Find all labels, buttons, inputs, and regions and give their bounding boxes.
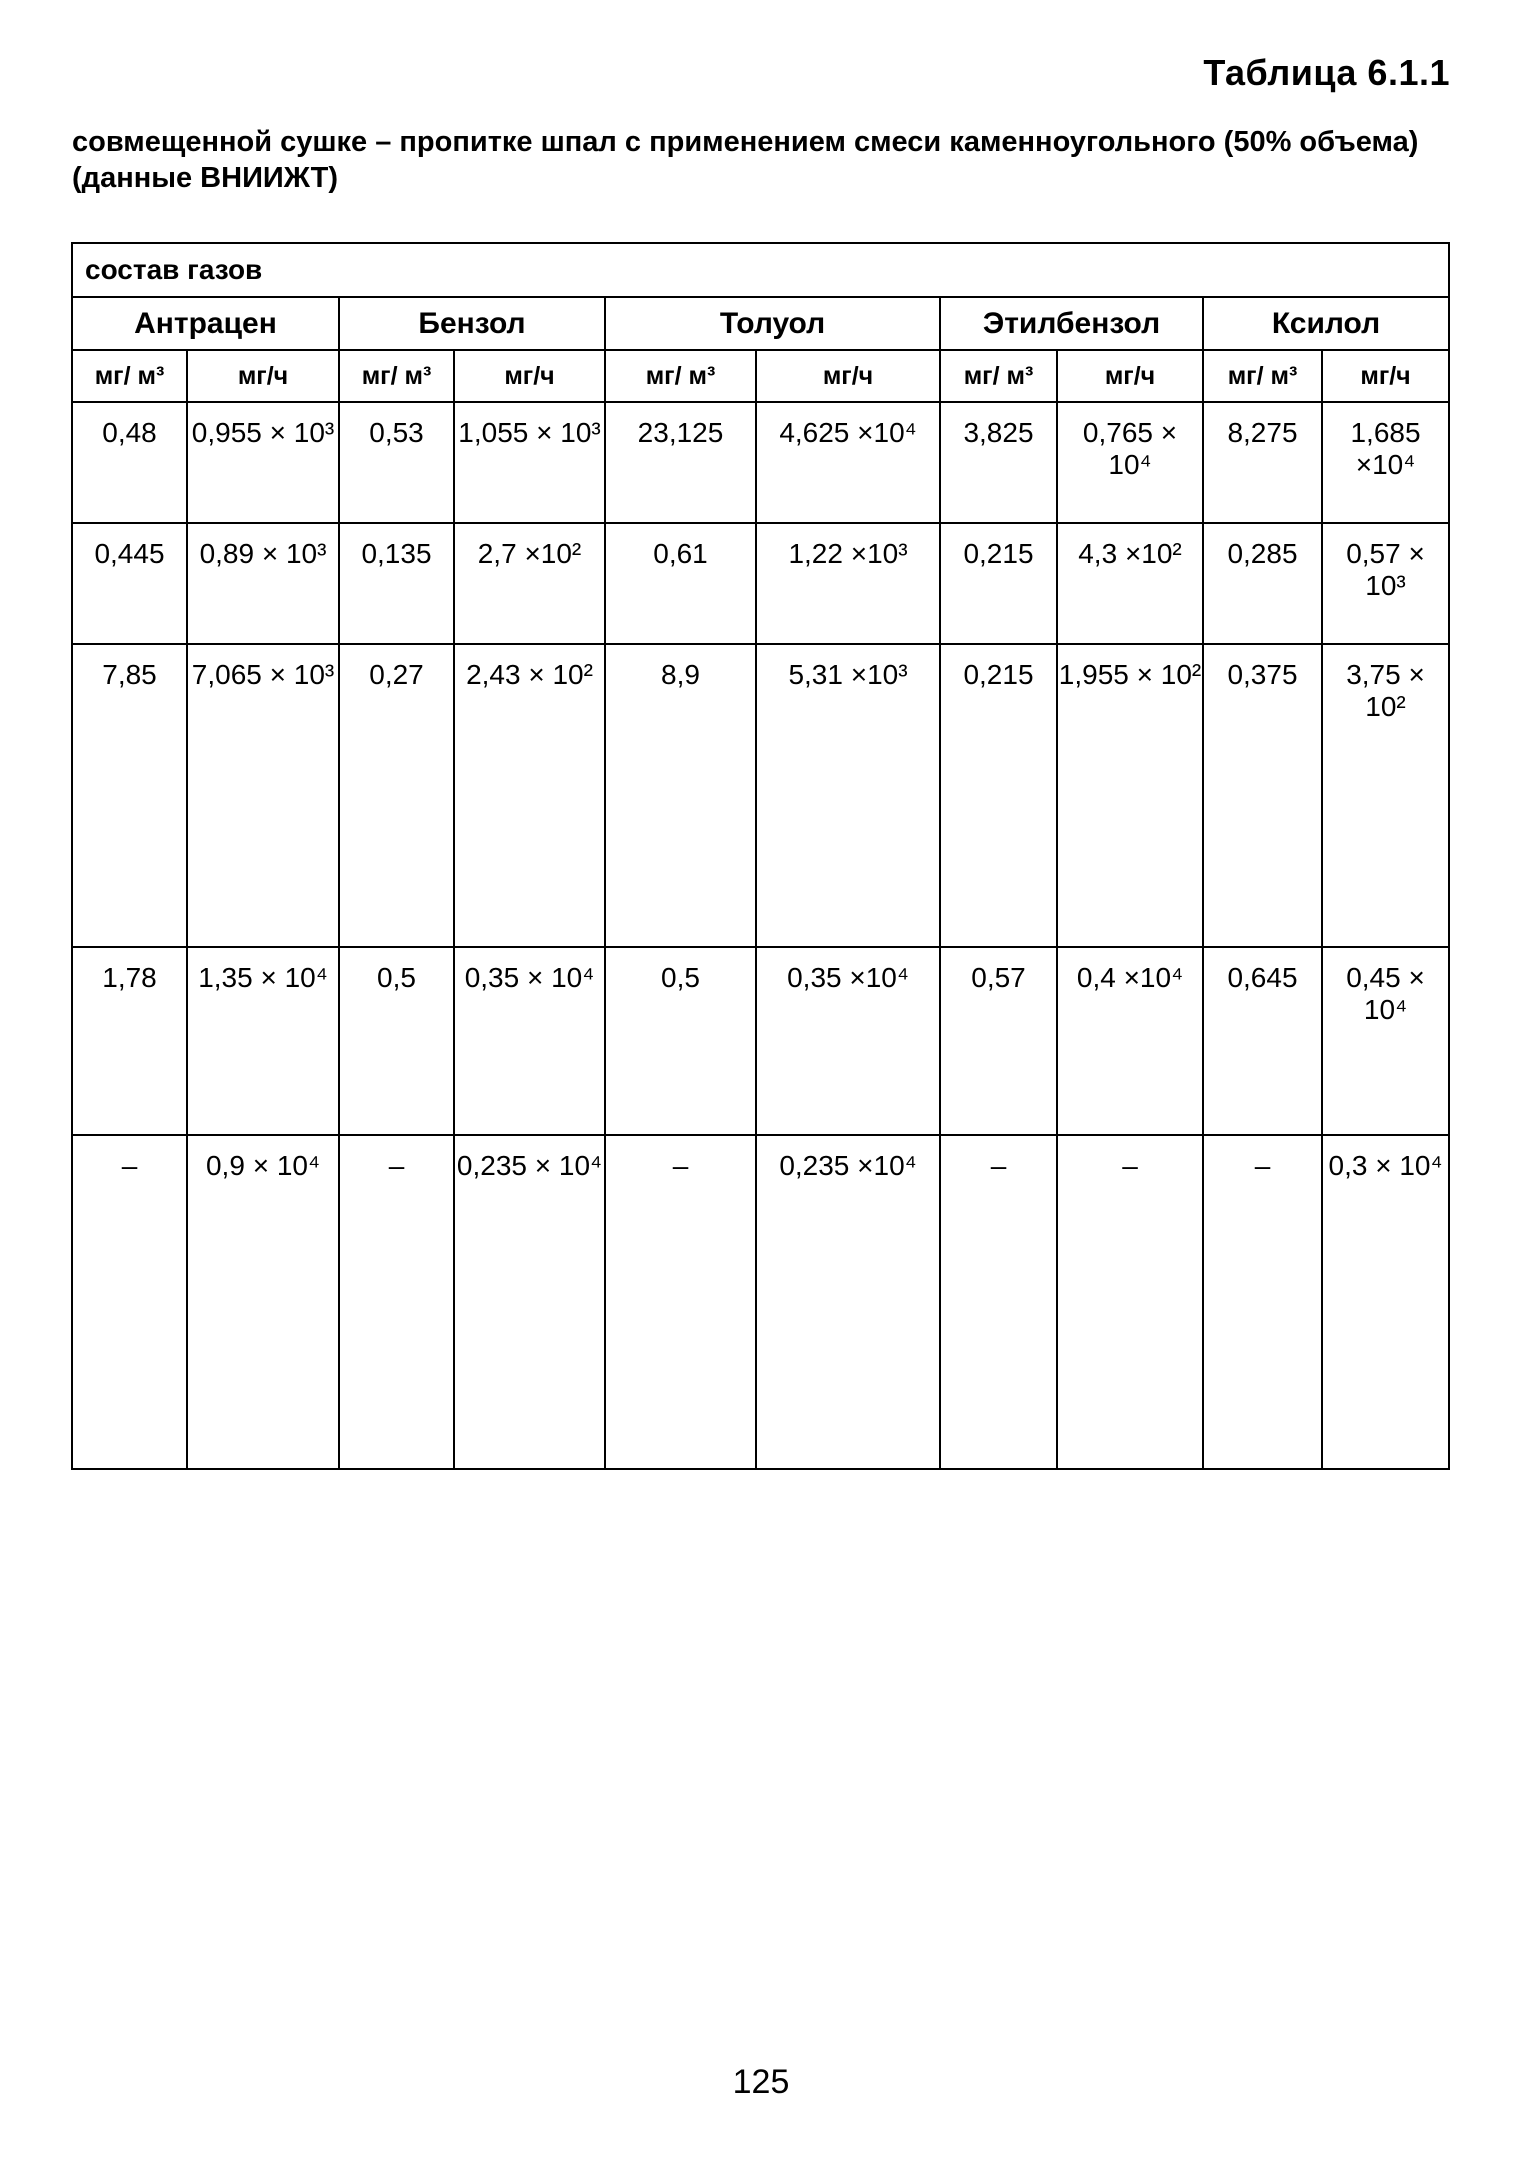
group-header-anthracene: Антрацен [72,297,339,350]
table-cell: 0,375 [1203,644,1322,947]
table-cell: 0,57 × 10³ [1322,523,1449,644]
table-cell: 0,27 [339,644,454,947]
table-cell: 0,4 ×10⁴ [1057,947,1203,1135]
unit-header: мг/ м³ [72,350,187,402]
table-cell: 1,78 [72,947,187,1135]
table-number: Таблица 6.1.1 [1203,52,1450,93]
table-cell: 0,445 [72,523,187,644]
table-cell: 0,53 [339,402,454,523]
table-cell: 7,065 × 10³ [187,644,339,947]
table-cell: 0,215 [940,644,1057,947]
table-cell: 3,75 × 10² [1322,644,1449,947]
table-cell: 1,22 ×10³ [756,523,940,644]
table-cell: 0,35 × 10⁴ [454,947,605,1135]
table-cell: 1,055 × 10³ [454,402,605,523]
group-header-benzene: Бензол [339,297,605,350]
table-cell: – [72,1135,187,1469]
table-cell: 0,235 × 10⁴ [454,1135,605,1469]
table-cell: 0,35 ×10⁴ [756,947,940,1135]
unit-header: мг/ м³ [940,350,1057,402]
table-cell: 0,5 [605,947,756,1135]
table-cell: 0,235 ×10⁴ [756,1135,940,1469]
table-cell: 2,43 × 10² [454,644,605,947]
table-cell: 0,215 [940,523,1057,644]
page-number: 125 [732,2063,790,2101]
unit-header: мг/ч [1057,350,1203,402]
table-caption: совмещенной сушке – пропитке шпал с применением смеси каменноугольного (50% объема) (данные ВНИИЖТ) [72,126,1419,194]
unit-header: мг/ м³ [605,350,756,402]
table-cell: 3,825 [940,402,1057,523]
table-cell: 23,125 [605,402,756,523]
unit-header: мг/ч [187,350,339,402]
table-cell: 0,61 [605,523,756,644]
group-header-xylene: Ксилол [1203,297,1449,350]
table-cell: 7,85 [72,644,187,947]
table-row [72,523,1449,644]
table-cell: 0,135 [339,523,454,644]
table-cell: 5,31 ×10³ [756,644,940,947]
table-cell: 0,9 × 10⁴ [187,1135,339,1469]
unit-header: мг/ м³ [339,350,454,402]
table-cell: 0,48 [72,402,187,523]
table-row [72,947,1449,1135]
table-cell: 2,7 ×10² [454,523,605,644]
table-cell: – [339,1135,454,1469]
table-cell: 0,645 [1203,947,1322,1135]
table-cell: 0,3 × 10⁴ [1322,1135,1449,1469]
table-row [72,1135,1449,1469]
table-cell: 4,625 ×10⁴ [756,402,940,523]
table-cell: 0,89 × 10³ [187,523,339,644]
table-cell: 1,955 × 10² [1057,644,1203,947]
table-row [72,402,1449,523]
unit-header: мг/ч [1322,350,1449,402]
table-cell: 8,9 [605,644,756,947]
table-cell: 1,35 × 10⁴ [187,947,339,1135]
table-cell: 0,5 [339,947,454,1135]
group-header-ethylbenzene: Этилбензол [940,297,1203,350]
table-cell: 0,765 × 10⁴ [1057,402,1203,523]
table-cell: 0,285 [1203,523,1322,644]
table-cell: – [605,1135,756,1469]
table-cell: 0,955 × 10³ [187,402,339,523]
table-cell: 1,685 ×10⁴ [1322,402,1449,523]
table-row [72,644,1449,947]
unit-header: мг/ч [756,350,940,402]
unit-header: мг/ч [454,350,605,402]
table-cell: 0,57 [940,947,1057,1135]
table-cell: 8,275 [1203,402,1322,523]
table-cell: – [1057,1135,1203,1469]
unit-header: мг/ м³ [1203,350,1322,402]
table-header-title: состав газов [72,243,1449,297]
table-cell: – [1203,1135,1322,1469]
group-header-toluene: Толуол [605,297,940,350]
table-cell: 0,45 × 10⁴ [1322,947,1449,1135]
table-cell: 4,3 ×10² [1057,523,1203,644]
gas-composition-table [71,242,1450,1470]
table-cell: – [940,1135,1057,1469]
